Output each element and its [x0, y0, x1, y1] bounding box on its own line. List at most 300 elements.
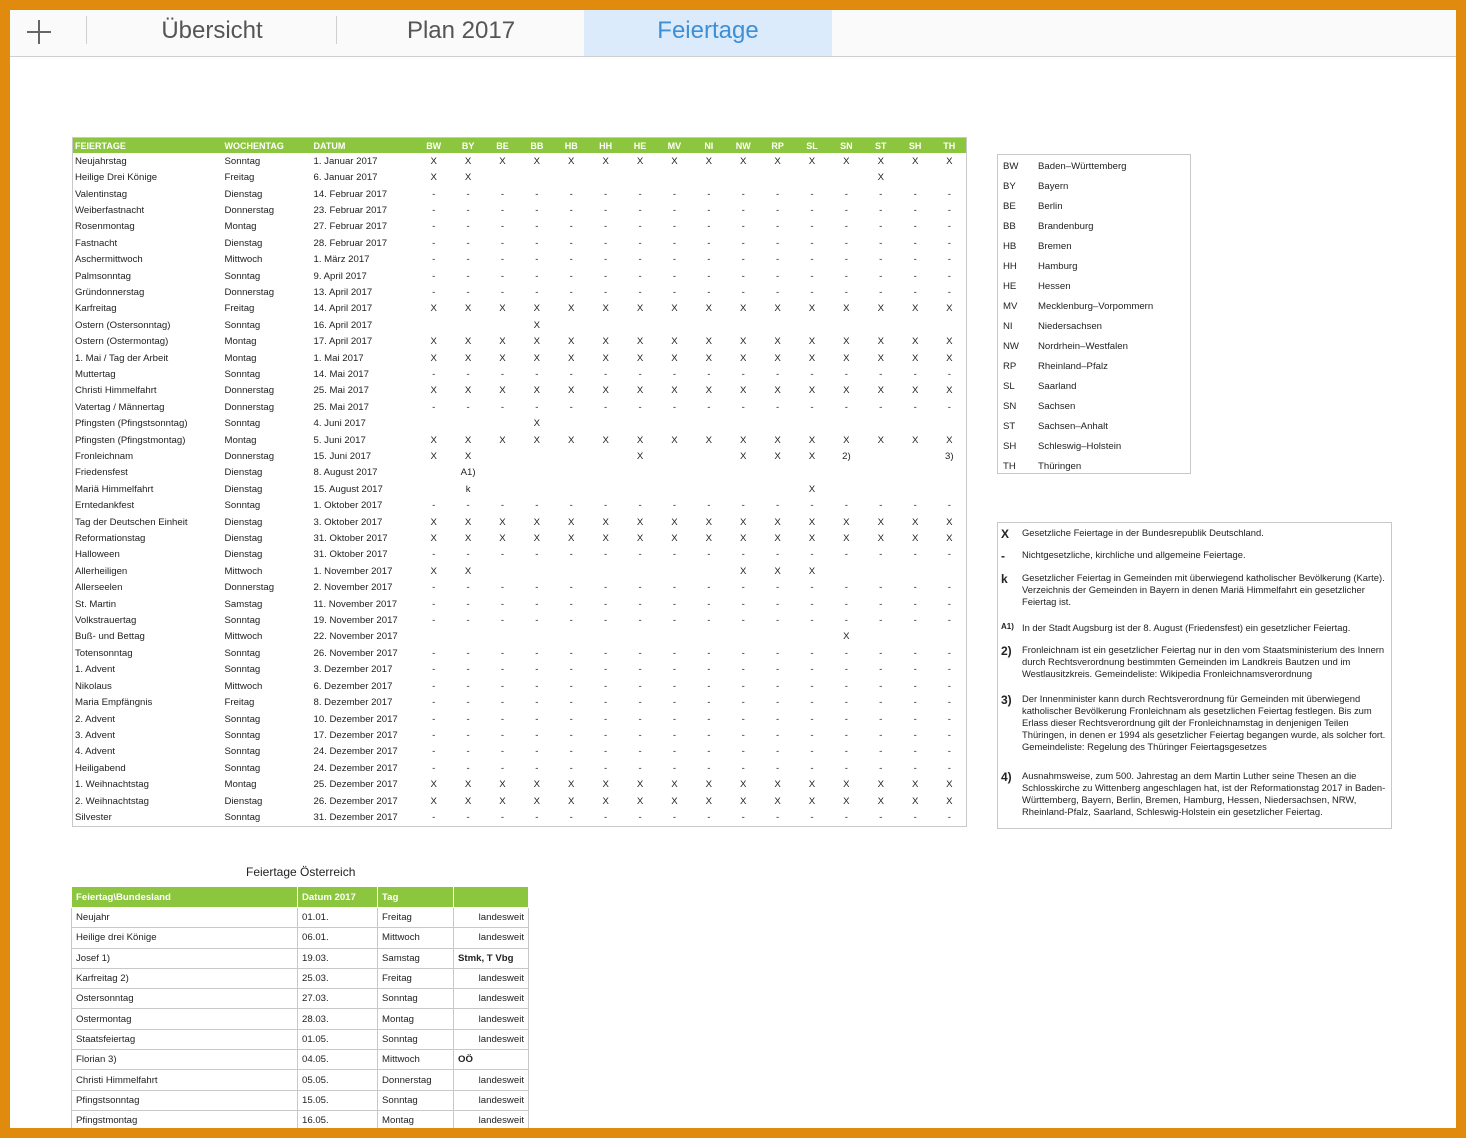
- state-mark-cell: X: [740, 779, 747, 791]
- table-cell: Montag: [224, 434, 257, 446]
- state-mark-cell: -: [569, 664, 573, 676]
- state-mark-cell: -: [741, 664, 745, 676]
- state-mark-cell: -: [672, 254, 677, 266]
- table-cell: 13. April 2017: [313, 286, 373, 298]
- table-row: [73, 809, 967, 826]
- state-mark-cell: -: [707, 286, 711, 298]
- state-mark-cell: -: [569, 713, 573, 725]
- state-mark-cell: -: [879, 188, 883, 200]
- state-mark-cell: -: [810, 598, 814, 610]
- state-mark-cell: -: [707, 680, 711, 692]
- state-mark-cell: -: [432, 697, 436, 709]
- state-mark-cell: -: [604, 746, 608, 758]
- table-cell: 31. Dezember 2017: [313, 811, 398, 823]
- state-mark-cell: -: [776, 746, 780, 758]
- state-mark-cell: -: [672, 598, 677, 610]
- state-mark-cell: [795, 416, 829, 432]
- table-cell: 5. Juni 2017: [313, 434, 366, 446]
- legend-symbol: A1): [1001, 622, 1014, 631]
- state-mark-cell: [623, 629, 657, 645]
- table-cell: 1. Januar 2017: [313, 155, 378, 167]
- state-list-item: [998, 337, 1188, 357]
- tab-feiertage[interactable]: Feiertage: [584, 10, 832, 56]
- state-mark-cell: -: [432, 615, 436, 627]
- state-mark-cell: -: [810, 713, 814, 725]
- legend-symbol: k: [1001, 572, 1008, 586]
- state-mark-cell: X: [602, 434, 609, 446]
- state-mark-cell: [898, 629, 932, 645]
- state-code: BE: [1003, 201, 1016, 212]
- state-mark-cell: -: [432, 188, 436, 200]
- state-mark-cell: -: [913, 254, 917, 266]
- state-mark-cell: X: [911, 155, 919, 167]
- table-row: [73, 251, 967, 267]
- state-mark-cell: X: [671, 155, 678, 167]
- table-row: [73, 366, 967, 382]
- state-mark-cell: -: [913, 582, 917, 594]
- state-mark-cell: -: [500, 500, 505, 512]
- state-code: BY: [1003, 181, 1016, 192]
- state-mark-cell: -: [879, 697, 883, 709]
- state-mark-cell: X: [464, 434, 472, 446]
- legend-box: [997, 522, 1392, 829]
- state-mark-cell: -: [844, 254, 848, 266]
- state-mark-cell: -: [604, 549, 608, 561]
- state-mark-cell: X: [568, 434, 575, 446]
- state-name: Hamburg: [1038, 261, 1078, 272]
- state-mark-cell: X: [636, 533, 644, 545]
- state-mark-cell: -: [913, 598, 917, 610]
- state-mark-cell: [588, 169, 622, 185]
- state-mark-cell: -: [810, 762, 814, 774]
- state-mark-cell: -: [535, 713, 539, 725]
- state-mark-cell: X: [430, 172, 437, 184]
- table-row: [73, 186, 967, 202]
- state-mark-cell: [520, 481, 554, 497]
- state-mark-cell: -: [500, 270, 505, 282]
- state-mark-cell: -: [879, 368, 883, 380]
- table-row: [72, 1050, 529, 1070]
- table-cell: Maria Empfängnis: [75, 697, 153, 709]
- table-cell: 1. Weihnachtstag: [75, 779, 149, 791]
- state-mark-cell: -: [638, 713, 642, 725]
- state-mark-cell: -: [879, 647, 883, 659]
- table-cell: 05.05.: [298, 1070, 378, 1090]
- table-cell: Sonntag: [224, 500, 261, 512]
- state-mark-cell: [898, 563, 932, 579]
- state-mark-cell: -: [776, 664, 780, 676]
- state-mark-cell: -: [844, 549, 848, 561]
- state-mark-cell: X: [568, 533, 575, 545]
- state-mark-cell: -: [432, 237, 436, 249]
- state-mark-cell: X: [911, 336, 919, 348]
- state-mark-cell: -: [947, 729, 951, 741]
- state-mark-cell: -: [535, 647, 539, 659]
- state-mark-cell: X: [946, 303, 953, 315]
- state-mark-cell: [657, 448, 691, 464]
- table-cell: Erntedankfest: [75, 500, 135, 512]
- state-mark-cell: -: [466, 582, 470, 594]
- table-row: [72, 1090, 529, 1110]
- state-mark-cell: [760, 317, 794, 333]
- state-mark-cell: -: [604, 697, 608, 709]
- table-cell: 17. April 2017: [313, 336, 373, 348]
- state-mark-cell: [554, 169, 588, 185]
- state-mark-cell: -: [569, 188, 573, 200]
- state-mark-cell: X: [946, 155, 953, 167]
- table-cell: Sonntag: [378, 989, 454, 1009]
- state-mark-cell: X: [877, 434, 884, 446]
- state-mark-cell: X: [602, 385, 609, 397]
- state-mark-cell: -: [776, 713, 780, 725]
- state-mark-cell: X: [533, 418, 541, 430]
- state-mark-cell: [485, 629, 519, 645]
- state-mark-cell: X: [946, 385, 953, 397]
- state-mark-cell: -: [604, 615, 608, 627]
- state-abbreviation-list: [997, 154, 1191, 474]
- state-mark-cell: -: [569, 221, 573, 233]
- state-mark-cell: [932, 465, 966, 481]
- state-mark-cell: X: [843, 434, 850, 446]
- state-mark-cell: X: [671, 434, 678, 446]
- table-cell: Weiberfastnacht: [75, 204, 145, 216]
- table-cell: Pfingsten (Pfingstsonntag): [75, 418, 188, 430]
- state-mark-cell: [760, 481, 794, 497]
- state-mark-cell: -: [913, 270, 917, 282]
- state-mark-cell: -: [776, 401, 780, 413]
- state-mark-cell: -: [776, 647, 780, 659]
- state-mark-cell: X: [808, 533, 816, 545]
- table-row: [73, 596, 967, 612]
- state-mark-cell: -: [810, 270, 814, 282]
- state-mark-cell: -: [638, 664, 642, 676]
- table-row: [73, 629, 967, 645]
- table-cell: 3. Advent: [75, 729, 116, 741]
- state-mark-cell: X: [877, 779, 884, 791]
- table-cell: Samstag: [378, 948, 454, 968]
- state-mark-cell: X: [843, 533, 850, 545]
- state-mark-cell: -: [535, 368, 539, 380]
- state-mark-cell: -: [500, 647, 505, 659]
- table-cell: 31. Oktober 2017: [313, 549, 388, 561]
- state-mark-cell: X: [705, 779, 713, 791]
- state-mark-cell: -: [604, 401, 608, 413]
- state-mark-cell: X: [568, 795, 575, 807]
- add-sheet-button[interactable]: [20, 14, 58, 50]
- state-mark-cell: -: [604, 647, 608, 659]
- state-mark-cell: -: [432, 270, 436, 282]
- state-mark-cell: -: [638, 746, 642, 758]
- state-mark-cell: X: [705, 533, 713, 545]
- state-mark-cell: [657, 563, 691, 579]
- table-cell: Gründonnerstag: [75, 286, 145, 298]
- state-mark-cell: X: [602, 155, 609, 167]
- state-mark-cell: 2): [842, 451, 851, 463]
- state-mark-cell: X: [533, 516, 541, 528]
- state-name: Niedersachsen: [1038, 321, 1102, 332]
- state-mark-cell: X: [636, 385, 644, 397]
- state-mark-cell: X: [430, 336, 437, 348]
- state-mark-cell: [692, 465, 726, 481]
- state-mark-cell: [554, 563, 588, 579]
- state-mark-cell: -: [569, 254, 573, 266]
- state-mark-cell: -: [500, 713, 505, 725]
- table-cell: landesweit: [454, 1110, 529, 1128]
- state-mark-cell: -: [466, 237, 470, 249]
- state-mark-cell: -: [604, 729, 608, 741]
- state-mark-cell: -: [500, 188, 505, 200]
- column-header: [454, 887, 529, 908]
- state-mark-cell: -: [844, 237, 848, 249]
- table-cell: St. Martin: [75, 598, 117, 610]
- table-cell: 01.01.: [298, 908, 378, 928]
- state-mark-cell: -: [466, 500, 470, 512]
- state-mark-cell: [588, 317, 622, 333]
- table-cell: Donnerstag: [224, 401, 275, 413]
- state-mark-cell: X: [636, 779, 644, 791]
- state-mark-cell: -: [604, 598, 608, 610]
- table-cell: Buß- und Bettag: [75, 631, 145, 643]
- state-mark-cell: -: [535, 254, 539, 266]
- state-mark-cell: -: [810, 254, 814, 266]
- table-cell: 04.05.: [298, 1050, 378, 1070]
- state-mark-cell: [623, 169, 657, 185]
- table-cell: 14. April 2017: [313, 303, 373, 315]
- state-mark-cell: -: [535, 729, 539, 741]
- state-mark-cell: -: [879, 664, 883, 676]
- state-mark-cell: X: [636, 303, 644, 315]
- state-mark-cell: [692, 629, 726, 645]
- state-mark-cell: -: [947, 221, 951, 233]
- state-mark-cell: [485, 317, 519, 333]
- state-mark-cell: -: [913, 286, 917, 298]
- table-cell: 3. Oktober 2017: [313, 516, 383, 528]
- table-cell: 25.03.: [298, 968, 378, 988]
- state-mark-cell: -: [879, 680, 883, 692]
- table-cell: Donnerstag: [224, 286, 275, 298]
- state-mark-cell: X: [911, 434, 919, 446]
- state-mark-cell: X: [774, 155, 781, 167]
- state-mark-cell: X: [464, 352, 472, 364]
- table-cell: 19. November 2017: [313, 615, 398, 627]
- table-cell: 01.05.: [298, 1029, 378, 1049]
- table-cell: Totensonntag: [75, 647, 133, 659]
- state-mark-cell: [932, 563, 966, 579]
- table-cell: 06.01.: [298, 928, 378, 948]
- state-mark-cell: -: [810, 286, 814, 298]
- state-mark-cell: -: [466, 680, 470, 692]
- state-mark-cell: -: [535, 762, 539, 774]
- table-cell: Florian 3): [72, 1050, 298, 1070]
- state-mark-cell: -: [535, 598, 539, 610]
- state-mark-cell: X: [533, 385, 541, 397]
- state-mark-cell: -: [672, 401, 677, 413]
- state-mark-cell: -: [741, 582, 745, 594]
- state-mark-cell: [520, 563, 554, 579]
- state-mark-cell: X: [602, 516, 609, 528]
- state-mark-cell: [760, 629, 794, 645]
- state-mark-cell: -: [707, 811, 711, 823]
- state-mark-cell: -: [844, 762, 848, 774]
- state-mark-cell: -: [741, 188, 745, 200]
- state-mark-cell: -: [466, 647, 470, 659]
- table-cell: Ostersonntag: [72, 989, 298, 1009]
- state-mark-cell: -: [913, 500, 917, 512]
- table-cell: Dienstag: [224, 237, 263, 249]
- state-mark-cell: [932, 317, 966, 333]
- state-mark-cell: -: [638, 368, 642, 380]
- state-mark-cell: -: [500, 762, 505, 774]
- state-mark-cell: X: [671, 352, 678, 364]
- state-mark-cell: -: [638, 598, 642, 610]
- legend-symbol: 4): [1001, 770, 1012, 784]
- state-mark-cell: X: [774, 336, 781, 348]
- table-cell: 14. Februar 2017: [313, 188, 388, 200]
- austria-header-row: [72, 887, 529, 908]
- state-mark-cell: -: [638, 697, 642, 709]
- state-mark-cell: -: [741, 221, 745, 233]
- table-cell: Dienstag: [224, 795, 263, 807]
- state-mark-cell: [554, 629, 588, 645]
- state-mark-cell: X: [946, 795, 953, 807]
- tab-plan-2017[interactable]: Plan 2017: [406, 17, 516, 44]
- state-mark-cell: X: [464, 533, 472, 545]
- state-mark-cell: -: [466, 713, 470, 725]
- state-mark-cell: -: [604, 811, 608, 823]
- state-mark-cell: X: [877, 533, 884, 545]
- state-mark-cell: -: [604, 680, 608, 692]
- state-mark-cell: -: [638, 729, 642, 741]
- state-name: Mecklenburg–Vorpommern: [1038, 301, 1154, 312]
- state-mark-cell: -: [500, 664, 505, 676]
- state-mark-cell: -: [776, 368, 780, 380]
- tab-uebersicht[interactable]: Übersicht: [161, 17, 263, 44]
- state-mark-cell: -: [466, 270, 470, 282]
- state-mark-cell: X: [636, 451, 644, 463]
- state-mark-cell: -: [947, 270, 951, 282]
- state-mark-cell: [485, 169, 519, 185]
- state-list-item: [998, 237, 1188, 257]
- state-mark-cell: X: [705, 795, 713, 807]
- table-cell: 25. Dezember 2017: [313, 779, 398, 791]
- state-mark-cell: -: [638, 500, 642, 512]
- column-header: BY: [451, 138, 485, 154]
- state-mark-cell: -: [604, 500, 608, 512]
- state-mark-cell: -: [569, 811, 573, 823]
- table-row: [73, 399, 967, 415]
- table-row: [73, 711, 967, 727]
- state-mark-cell: X: [499, 516, 506, 528]
- table-cell: Christi Himmelfahrt: [75, 385, 157, 397]
- table-cell: 28. Februar 2017: [313, 237, 388, 249]
- state-mark-cell: X: [568, 303, 575, 315]
- state-mark-cell: X: [533, 319, 541, 331]
- table-row: [73, 465, 967, 481]
- state-mark-cell: -: [707, 615, 711, 627]
- tab-separator: [86, 16, 87, 44]
- table-cell: 2. Advent: [75, 713, 116, 725]
- table-cell: 25. Mai 2017: [313, 385, 369, 397]
- state-list-item: [998, 317, 1188, 337]
- table-row: [73, 744, 967, 760]
- table-row: [72, 989, 529, 1009]
- state-mark-cell: [417, 481, 451, 497]
- state-mark-cell: [554, 317, 588, 333]
- legend-symbol: 3): [1001, 693, 1012, 707]
- state-mark-cell: X: [740, 303, 747, 315]
- state-list-item: [998, 457, 1188, 477]
- state-mark-cell: -: [432, 598, 436, 610]
- table-cell: Karfreitag: [75, 303, 117, 315]
- state-mark-cell: X: [464, 172, 472, 184]
- state-mark-cell: -: [604, 582, 608, 594]
- table-row: [73, 514, 967, 530]
- state-mark-cell: X: [774, 385, 781, 397]
- table-cell: Allerheiligen: [75, 565, 128, 577]
- table-cell: Montag: [378, 1110, 454, 1128]
- state-code: HH: [1003, 261, 1017, 272]
- state-mark-cell: [829, 169, 863, 185]
- state-mark-cell: X: [808, 352, 816, 364]
- state-mark-cell: X: [808, 385, 816, 397]
- state-mark-cell: X: [740, 352, 747, 364]
- column-header: FEIERTAGE: [73, 138, 223, 154]
- state-mark-cell: X: [671, 779, 678, 791]
- state-mark-cell: [829, 416, 863, 432]
- table-cell: 24. Dezember 2017: [313, 746, 398, 758]
- state-mark-cell: -: [776, 762, 780, 774]
- state-mark-cell: [588, 465, 622, 481]
- state-mark-cell: -: [913, 221, 917, 233]
- table-row: [73, 383, 967, 399]
- state-mark-cell: -: [810, 582, 814, 594]
- table-row: [73, 694, 967, 710]
- state-mark-cell: -: [500, 811, 505, 823]
- state-mark-cell: X: [774, 779, 781, 791]
- state-mark-cell: X: [636, 795, 644, 807]
- state-mark-cell: -: [535, 286, 539, 298]
- state-mark-cell: X: [911, 533, 919, 545]
- state-mark-cell: [726, 629, 760, 645]
- state-mark-cell: -: [638, 647, 642, 659]
- state-mark-cell: -: [844, 500, 848, 512]
- state-mark-cell: -: [913, 680, 917, 692]
- table-cell: Friedensfest: [75, 467, 128, 479]
- state-list-item: [998, 177, 1188, 197]
- state-mark-cell: -: [707, 221, 711, 233]
- state-mark-cell: -: [879, 746, 883, 758]
- state-mark-cell: -: [844, 286, 848, 298]
- table-cell: 9. April 2017: [313, 270, 367, 282]
- state-mark-cell: -: [672, 204, 677, 216]
- state-mark-cell: -: [638, 582, 642, 594]
- state-mark-cell: X: [671, 336, 678, 348]
- state-mark-cell: -: [913, 729, 917, 741]
- state-mark-cell: -: [466, 188, 470, 200]
- state-mark-cell: X: [671, 533, 678, 545]
- state-mark-cell: X: [808, 779, 816, 791]
- table-cell: Valentinstag: [75, 188, 128, 200]
- state-mark-cell: [485, 465, 519, 481]
- state-mark-cell: -: [913, 401, 917, 413]
- table-row: [73, 776, 967, 792]
- state-mark-cell: [795, 317, 829, 333]
- state-mark-cell: [898, 416, 932, 432]
- state-mark-cell: X: [568, 155, 575, 167]
- state-mark-cell: -: [947, 286, 951, 298]
- state-mark-cell: X: [636, 352, 644, 364]
- table-cell: 1. Advent: [75, 664, 116, 676]
